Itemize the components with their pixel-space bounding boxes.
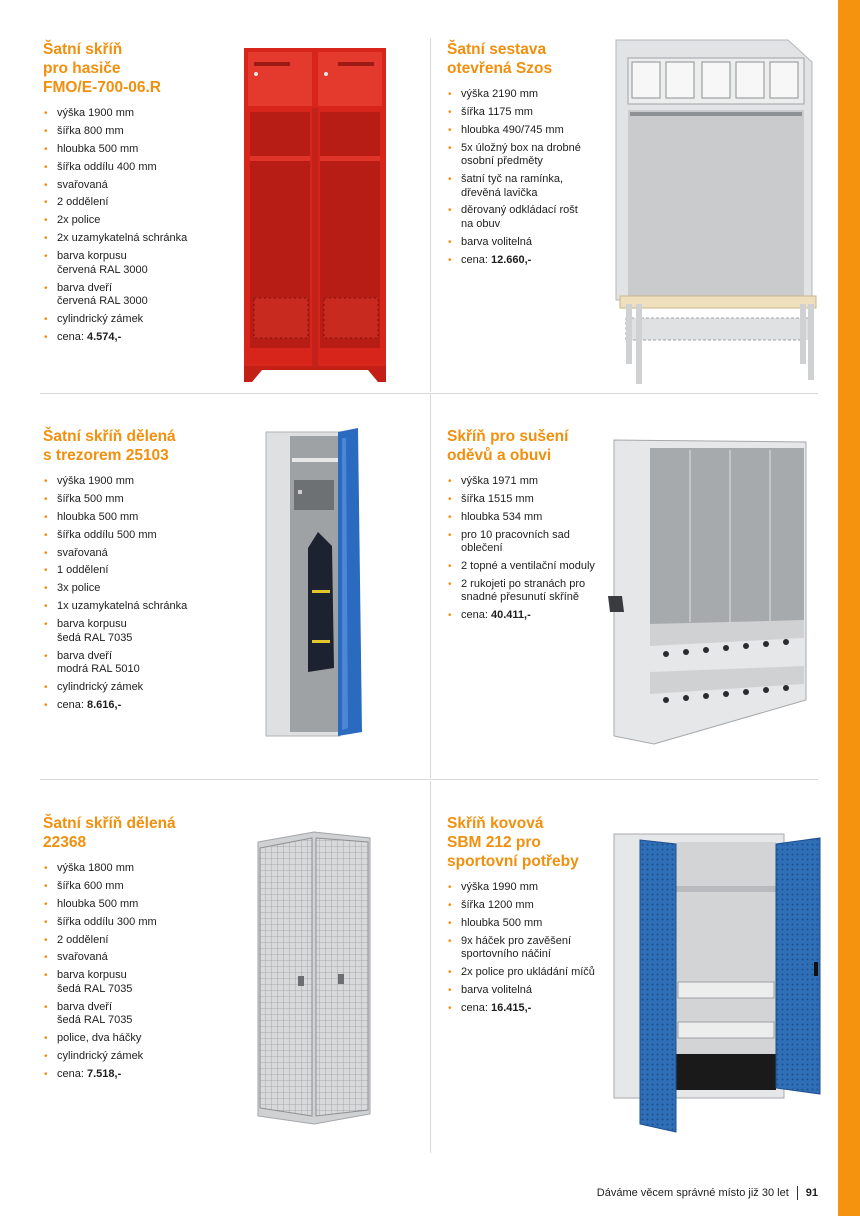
spec-item: • cylindrický zámek — [43, 681, 243, 695]
spec-item: • barva korpusu šedá RAL 7035 — [43, 969, 243, 996]
spec-item: • hloubka 500 mm — [43, 143, 243, 157]
spec-item: • šířka oddílu 400 mm — [43, 161, 243, 175]
spec-item: • 2x uzamykatelná schránka — [43, 232, 243, 246]
spec-item: • svařovaná — [43, 951, 243, 965]
spec-item: • hloubka 500 mm — [43, 898, 243, 912]
column-divider — [430, 781, 431, 1153]
spec-item: • šířka 1175 mm — [447, 106, 647, 120]
footer-slogan: Dáváme věcem správné místo již 30 let — [596, 1187, 789, 1199]
product-title: Skříň kovová SBM 212 pro sportovní potřeby — [447, 815, 579, 870]
price-line: • cena: 16.415,- — [447, 1002, 647, 1016]
spec-item: • hloubka 500 mm — [43, 511, 243, 525]
column-divider — [430, 38, 431, 392]
spec-item: • cylindrický zámek — [43, 1050, 243, 1064]
locker-with-safe-image — [262, 428, 366, 740]
spec-item: • výška 2190 mm — [447, 88, 647, 102]
spec-item: • hloubka 500 mm — [447, 917, 647, 931]
spec-item: • 2 rukojeti po stranách pro snadné přesunutí skříně — [447, 578, 647, 605]
product-fire-locker — [43, 40, 243, 349]
spec-item: • barva volitelná — [447, 984, 647, 998]
product-title: Šatní skříň dělená s trezorem 25103 — [43, 428, 176, 464]
page-footer — [597, 1186, 818, 1200]
price-line: • cena: 40.411,- — [447, 609, 647, 623]
spec-item: • 1 oddělení — [43, 564, 243, 578]
spec-item: • barva dveří červená RAL 3000 — [43, 282, 243, 309]
spec-item: • šířka 1200 mm — [447, 899, 647, 913]
product-mesh-locker — [43, 814, 243, 1086]
product-title: Šatní skříň pro hasiče FMO/E-700-06.R — [43, 41, 162, 96]
spec-item: • 1x uzamykatelná schránka — [43, 600, 243, 614]
spec-item: • šířka oddílu 300 mm — [43, 916, 243, 930]
mesh-locker-image — [254, 828, 374, 1126]
spec-item: • výška 1800 mm — [43, 862, 243, 876]
spec-item: • barva dveří šedá RAL 7035 — [43, 1001, 243, 1028]
spec-item: • šatní tyč na ramínka, dřevěná lavička — [447, 173, 647, 200]
spec-item: • šířka 800 mm — [43, 125, 243, 139]
spec-item: • výška 1990 mm — [447, 881, 647, 895]
spec-item: • svařovaná — [43, 179, 243, 193]
spec-item: • barva korpusu červená RAL 3000 — [43, 250, 243, 277]
open-wardrobe-set-image — [612, 38, 818, 388]
product-title: Skříň pro sušení oděvů a obuvi — [447, 428, 569, 464]
row-divider — [40, 779, 818, 780]
price-line: • cena: 4.574,- — [43, 331, 243, 345]
edge-accent-bar — [838, 0, 860, 1216]
price-line: • cena: 7.518,- — [43, 1068, 243, 1082]
spec-item: • 2 oddělení — [43, 934, 243, 948]
page-number: 91 — [805, 1187, 818, 1199]
spec-item: • 2x police — [43, 214, 243, 228]
spec-item: • 2x police pro ukládání míčů — [447, 966, 647, 980]
spec-item: • 2 oddělení — [43, 196, 243, 210]
spec-item: • šířka 600 mm — [43, 880, 243, 894]
footer-separator — [797, 1186, 798, 1200]
product-title: Šatní sestava otevřená Szos — [447, 41, 553, 77]
spec-item: • svařovaná — [43, 547, 243, 561]
spec-item: • 3x police — [43, 582, 243, 596]
red-fire-locker-image — [240, 48, 392, 384]
spec-item: • šířka 1515 mm — [447, 493, 647, 507]
price-line: • cena: 8.616,- — [43, 699, 243, 713]
spec-item: • barva dveří modrá RAL 5010 — [43, 650, 243, 677]
price-line: • cena: 12.660,- — [447, 254, 647, 268]
spec-item: • výška 1971 mm — [447, 475, 647, 489]
spec-item: • barva korpusu šedá RAL 7035 — [43, 618, 243, 645]
spec-item: • šířka 500 mm — [43, 493, 243, 507]
spec-item: • cylindrický zámek — [43, 313, 243, 327]
spec-item: • 9x háček pro zavěšení sportovního náčiní — [447, 935, 647, 962]
spec-item: • police, dva háčky — [43, 1032, 243, 1046]
drying-cabinet-image — [606, 436, 812, 746]
spec-item: • hloubka 534 mm — [447, 511, 647, 525]
spec-item: • výška 1900 mm — [43, 107, 243, 121]
product-title: Šatní skříň dělená 22368 — [43, 815, 176, 851]
spec-list — [43, 475, 243, 694]
spec-item: • výška 1900 mm — [43, 475, 243, 489]
spec-item: • 2 topné a ventilační moduly — [447, 560, 647, 574]
spec-item: • pro 10 pracovních sad oblečení — [447, 529, 647, 556]
column-divider — [430, 394, 431, 778]
row-divider — [40, 393, 818, 394]
sports-cabinet-image — [610, 832, 822, 1136]
spec-item: • hloubka 490/745 mm — [447, 124, 647, 138]
spec-item: • šířka oddílu 500 mm — [43, 529, 243, 543]
spec-item: • 5x úložný box na drobné osobní předměty — [447, 142, 647, 169]
spec-item: • barva volitelná — [447, 236, 647, 250]
product-locker-with-safe — [43, 427, 243, 717]
spec-item: • děrovaný odkládací rošt na obuv — [447, 204, 647, 231]
spec-list — [43, 862, 243, 1064]
spec-list — [43, 107, 243, 326]
